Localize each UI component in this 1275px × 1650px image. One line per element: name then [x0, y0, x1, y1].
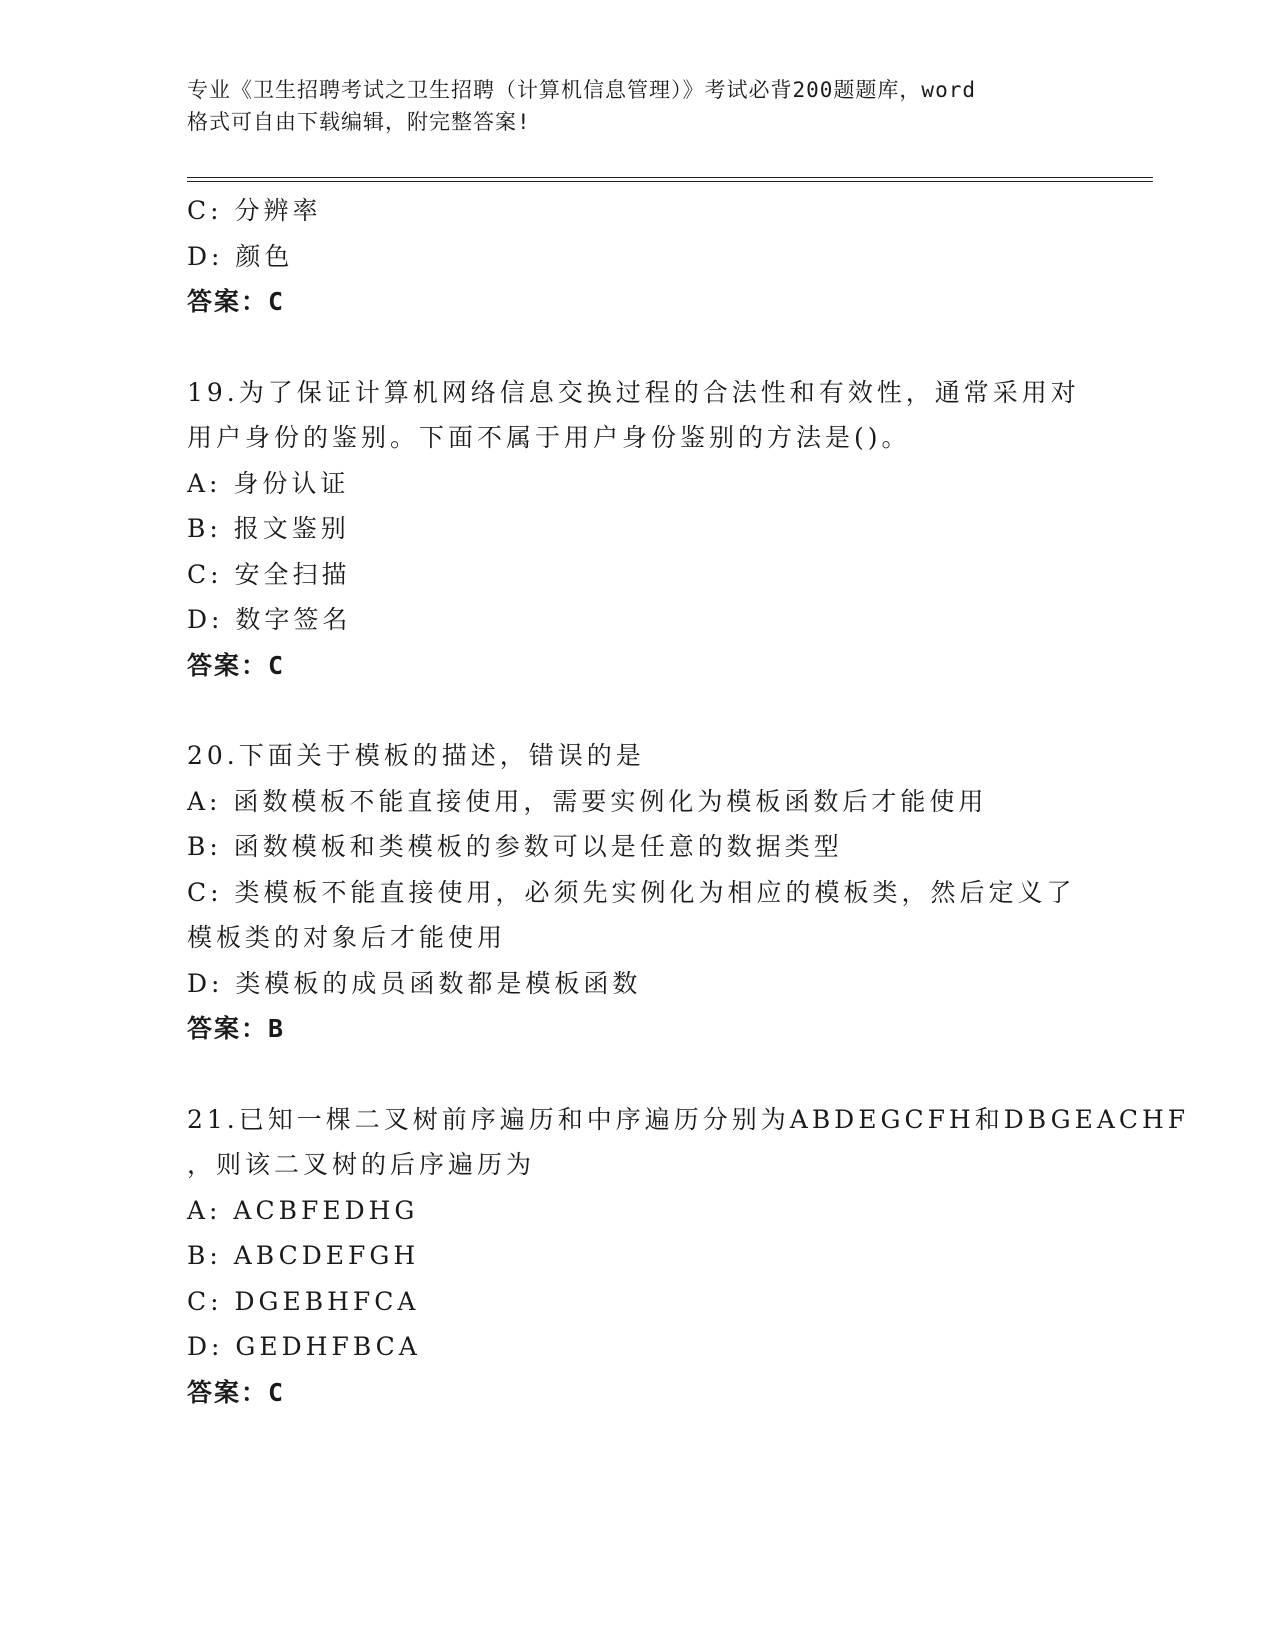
option-d: D: 数字签名 [187, 605, 352, 634]
question-19 [187, 370, 1087, 689]
option-a: A: ACBFEDHG [187, 1195, 419, 1225]
header-divider [187, 177, 1153, 182]
answer-label: 答案：C [187, 650, 286, 680]
question-stem: 20.下面关于模板的描述，错误的是 [187, 741, 645, 770]
question-18-tail [187, 188, 1087, 325]
document-header [187, 74, 1087, 138]
option-c: C: 分辨率 [187, 196, 322, 225]
answer-label: 答案：C [187, 1377, 286, 1407]
spacer [187, 1052, 1087, 1097]
option-c: C: 类模板不能直接使用，必须先实例化为相应的模板类，然后定义了 [187, 877, 1076, 907]
option-d: D: 类模板的成员函数都是模板函数 [187, 968, 642, 998]
option-d: D: 颜色 [187, 241, 294, 271]
option-b: B: 报文鉴别 [187, 514, 350, 543]
option-c-continued: 模板类的对象后才能使用 [187, 923, 507, 952]
question-stem: 21.已知一棵二叉树前序遍历和中序遍历分别为ABDEGCFH和DBGEACHF [187, 1104, 1190, 1134]
option-d: D: GEDHFBCA [187, 1332, 421, 1361]
header-title-line-2: 格式可自由下载编辑，附完整答案! [187, 110, 531, 134]
answer-label: 答案：B [187, 1014, 286, 1043]
option-b: B: 函数模板和类模板的参数可以是任意的数据类型 [187, 832, 843, 861]
question-21 [187, 1097, 1190, 1416]
option-a: A: 函数模板不能直接使用，需要实例化为模板函数后才能使用 [187, 786, 988, 816]
option-c: C: 安全扫描 [187, 559, 351, 589]
header-title-line-1: 专业《卫生招聘考试之卫生招聘（计算机信息管理）》考试必背200题题库，word [187, 78, 976, 102]
question-20 [187, 733, 1087, 1052]
spacer [187, 325, 1087, 370]
option-a: A: 身份认证 [187, 468, 350, 498]
question-stem-continued: ，则该二叉树的后序遍历为 [187, 1150, 536, 1179]
option-c: C: DGEBHFCA [187, 1286, 420, 1316]
question-list [187, 188, 1190, 1415]
spacer [187, 688, 1087, 733]
question-stem-continued: 用户身份的鉴别。下面不属于用户身份鉴别的方法是()。 [187, 423, 911, 452]
question-stem: 19.为了保证计算机网络信息交换过程的合法性和有效性，通常采用对 [187, 377, 1080, 407]
answer-label: 答案：C [187, 287, 286, 316]
option-b: B: ABCDEFGH [187, 1241, 420, 1270]
